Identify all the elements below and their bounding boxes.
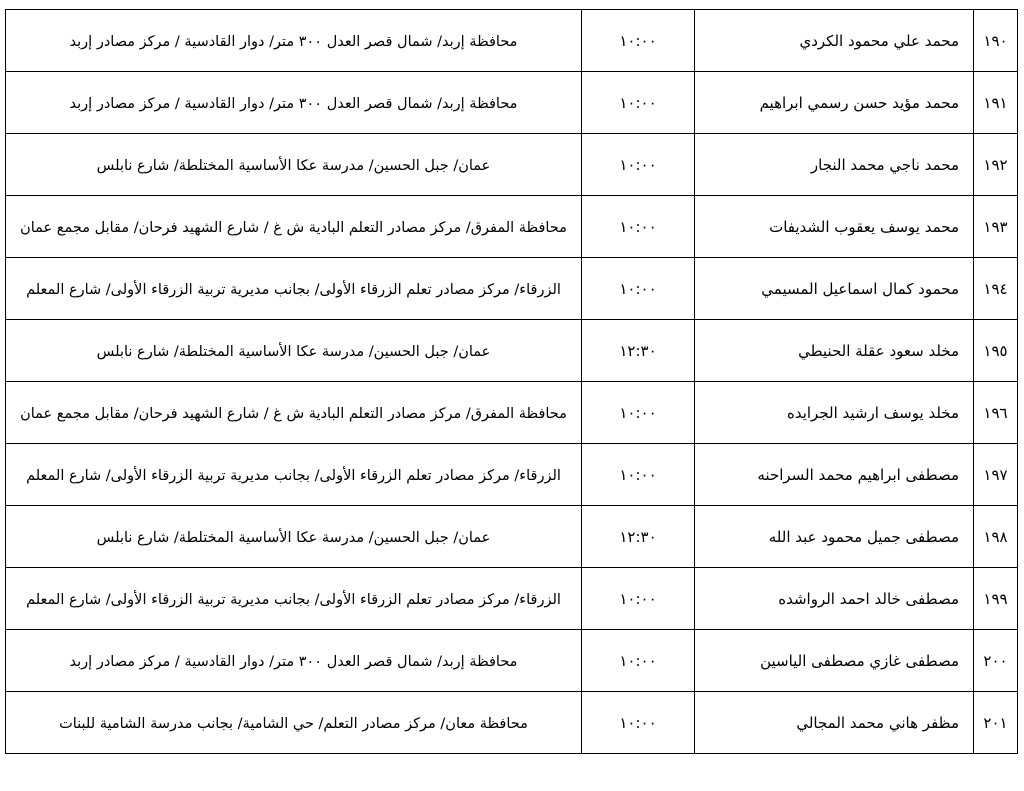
time-cell — [582, 196, 695, 258]
candidate-name: مظفر هاني محمد المجالي — [796, 713, 959, 732]
exam-time: ١٠:٠٠ — [619, 279, 657, 298]
candidate-name: محمد ناجي محمد النجار — [810, 155, 959, 174]
exam-time: ١٠:٠٠ — [619, 713, 657, 732]
row-number-cell — [974, 320, 1018, 382]
location-cell — [6, 506, 582, 568]
time-cell — [582, 258, 695, 320]
exam-location: محافظة إربد/ شمال قصر العدل ٣٠٠ متر/ دوار القادسية / مركز مصادر إربد — [69, 33, 518, 50]
location-cell — [6, 630, 582, 692]
candidates-table-body — [6, 10, 1018, 754]
row-number: ١٩١ — [983, 93, 1008, 112]
exam-location: عمان/ جبل الحسين/ مدرسة عكا الأساسية المختلطة/ شارع نابلس — [96, 157, 491, 174]
name-cell — [695, 630, 974, 692]
table-row — [6, 10, 1018, 72]
table-row — [6, 506, 1018, 568]
row-number: ٢٠٠ — [983, 651, 1008, 670]
location-cell — [6, 444, 582, 506]
exam-location: عمان/ جبل الحسين/ مدرسة عكا الأساسية المختلطة/ شارع نابلس — [96, 529, 491, 546]
candidate-name: مصطفى خالد احمد الرواشده — [778, 589, 959, 608]
name-cell — [695, 568, 974, 630]
row-number-cell — [974, 382, 1018, 444]
location-cell — [6, 692, 582, 754]
exam-time: ١٠:٠٠ — [619, 465, 657, 484]
candidate-name: مصطفى جميل محمود عبد الله — [768, 527, 959, 546]
location-cell — [6, 10, 582, 72]
name-cell — [695, 72, 974, 134]
time-cell — [582, 320, 695, 382]
exam-time: ١٢:٣٠ — [619, 527, 657, 546]
location-cell — [6, 320, 582, 382]
row-number: ١٩٧ — [983, 465, 1008, 484]
location-cell — [6, 196, 582, 258]
time-cell — [582, 568, 695, 630]
location-cell — [6, 258, 582, 320]
exam-time: ١٢:٣٠ — [619, 341, 657, 360]
time-cell — [582, 506, 695, 568]
location-cell — [6, 72, 582, 134]
candidate-name: مخلد سعود عقلة الحنيطي — [798, 341, 959, 360]
exam-location: محافظة المفرق/ مركز مصادر التعلم البادية ش غ / شارع الشهيد فرحان/ مقابل مجمع عمان — [20, 405, 567, 422]
candidate-name: محمد مؤيد حسن رسمي ابراهيم — [759, 93, 959, 112]
table-row — [6, 568, 1018, 630]
row-number-cell — [974, 196, 1018, 258]
exam-time: ١٠:٠٠ — [619, 403, 657, 422]
row-number: ١٩٠ — [983, 31, 1008, 50]
time-cell — [582, 382, 695, 444]
exam-location: عمان/ جبل الحسين/ مدرسة عكا الأساسية المختلطة/ شارع نابلس — [96, 343, 491, 360]
time-cell — [582, 630, 695, 692]
location-cell — [6, 134, 582, 196]
row-number: ١٩٦ — [983, 403, 1008, 422]
table-row — [6, 196, 1018, 258]
exam-location: الزرقاء/ مركز مصادر تعلم الزرقاء الأولى/ بجانب مديرية تربية الزرقاء الأولى/ شارع المعلم — [26, 281, 561, 298]
candidate-name: مصطفى غازي مصطفى الياسين — [760, 651, 959, 670]
row-number: ١٩٣ — [983, 217, 1008, 236]
row-number: ١٩٢ — [983, 155, 1008, 174]
table-row — [6, 134, 1018, 196]
name-cell — [695, 258, 974, 320]
time-cell — [582, 10, 695, 72]
time-cell — [582, 72, 695, 134]
row-number-cell — [974, 72, 1018, 134]
row-number-cell — [974, 258, 1018, 320]
candidates-table — [5, 9, 1018, 754]
exam-time: ١٠:٠٠ — [619, 155, 657, 174]
name-cell — [695, 382, 974, 444]
time-cell — [582, 692, 695, 754]
exam-location: محافظة معان/ مركز مصادر التعلم/ حي الشامية/ بجانب مدرسة الشامية للبنات — [59, 715, 528, 732]
name-cell — [695, 320, 974, 382]
row-number-cell — [974, 134, 1018, 196]
candidate-name: محمد يوسف يعقوب الشديفات — [769, 217, 959, 236]
table-row — [6, 320, 1018, 382]
exam-location: الزرقاء/ مركز مصادر تعلم الزرقاء الأولى/ بجانب مديرية تربية الزرقاء الأولى/ شارع المعلم — [26, 591, 561, 608]
row-number: ١٩٥ — [983, 341, 1008, 360]
row-number: ٢٠١ — [983, 713, 1008, 732]
exam-location: محافظة إربد/ شمال قصر العدل ٣٠٠ متر/ دوار القادسية / مركز مصادر إربد — [69, 95, 518, 112]
exam-time: ١٠:٠٠ — [619, 31, 657, 50]
exam-time: ١٠:٠٠ — [619, 217, 657, 236]
row-number-cell — [974, 568, 1018, 630]
candidate-name: مخلد يوسف ارشيد الجرايده — [786, 403, 959, 422]
table-row — [6, 444, 1018, 506]
table-row — [6, 630, 1018, 692]
exam-location: الزرقاء/ مركز مصادر تعلم الزرقاء الأولى/ بجانب مديرية تربية الزرقاء الأولى/ شارع المعلم — [26, 467, 561, 484]
candidate-name: محمد علي محمود الكردي — [799, 31, 959, 50]
exam-time: ١٠:٠٠ — [619, 589, 657, 608]
row-number-cell — [974, 506, 1018, 568]
name-cell — [695, 134, 974, 196]
table-row — [6, 258, 1018, 320]
row-number: ١٩٨ — [983, 527, 1008, 546]
candidate-name: محمود كمال اسماعيل المسيمي — [761, 279, 959, 298]
table-row — [6, 692, 1018, 754]
time-cell — [582, 134, 695, 196]
location-cell — [6, 568, 582, 630]
exam-location: محافظة إربد/ شمال قصر العدل ٣٠٠ متر/ دوار القادسية / مركز مصادر إربد — [69, 653, 518, 670]
exam-location: محافظة المفرق/ مركز مصادر التعلم البادية ش غ / شارع الشهيد فرحان/ مقابل مجمع عمان — [20, 219, 567, 236]
name-cell — [695, 506, 974, 568]
exam-time: ١٠:٠٠ — [619, 651, 657, 670]
table-row — [6, 72, 1018, 134]
row-number-cell — [974, 692, 1018, 754]
row-number: ١٩٤ — [983, 279, 1008, 298]
time-cell — [582, 444, 695, 506]
name-cell — [695, 196, 974, 258]
name-cell — [695, 10, 974, 72]
row-number-cell — [974, 444, 1018, 506]
name-cell — [695, 692, 974, 754]
exam-time: ١٠:٠٠ — [619, 93, 657, 112]
candidate-name: مصطفى ابراهيم محمد السراحنه — [757, 465, 959, 484]
table-row — [6, 382, 1018, 444]
row-number-cell — [974, 630, 1018, 692]
location-cell — [6, 382, 582, 444]
name-cell — [695, 444, 974, 506]
row-number-cell — [974, 10, 1018, 72]
row-number: ١٩٩ — [983, 589, 1008, 608]
